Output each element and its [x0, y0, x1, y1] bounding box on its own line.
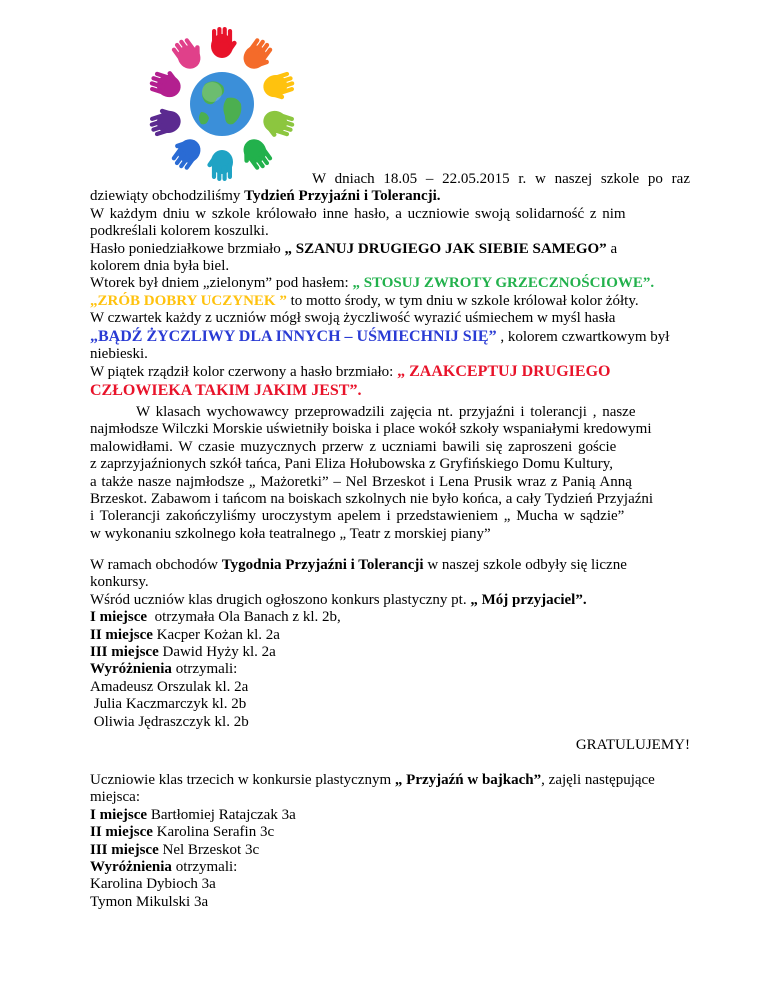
awards-label: Wyróżnienia otrzymali:: [90, 859, 238, 876]
friday-slogan-cont: CZŁOWIEKA TAKIM JAKIM JEST”.: [90, 381, 362, 399]
intro-line: dziewiąty obchodziliśmy Tydzień Przyjaźni i Tolerancji.: [90, 188, 441, 205]
intro-section: [90, 171, 690, 399]
monday-slogan: „ SZANUJ DRUGIEGO JAK SIEBIE SAMEGO”: [284, 240, 607, 257]
paragraph-line: i Tolerancji zakończyliśmy uroczystym apelem i przedstawieniem „ Mucha w sądzie”: [90, 508, 625, 525]
intro-line: kolorem dnia była biel.: [90, 258, 230, 275]
place-row: III miejsce Dawid Hyży kl. 2a: [90, 644, 276, 661]
contest-intro: konkursy.: [90, 574, 149, 591]
tuesday-slogan: „ STOSUJ ZWROTY GRZECZNOŚCIOWE”.: [352, 275, 655, 292]
hands-globe-logo: [135, 12, 310, 197]
globe-icon: [190, 72, 254, 136]
place-row: I miejsce otrzymała Ola Banach z kl. 2b,: [90, 609, 341, 626]
hand-icon: [260, 70, 298, 105]
intro-line: Hasło poniedziałkowe brzmiało „ SZANUJ DRUGIEGO JAK SIEBIE SAMEGO” a: [90, 240, 618, 257]
intro-line: Wtorek był dniem „zielonym” pod hasłem: „ STOSUJ ZWROTY GRZECZNOŚCIOWE”.: [90, 275, 655, 292]
place-row: I miejsce Bartłomiej Ratajczak 3a: [90, 806, 296, 823]
intro-line: niebieski.: [90, 346, 148, 363]
thursday-slogan: „BĄDŹ ŻYCZLIWY DLA INNYCH – UŚMIECHNIJ SIĘ”: [90, 327, 497, 345]
awards-label: Wyróżnienia otrzymali:: [90, 661, 238, 678]
place-row: II miejsce Kacper Kożan kl. 2a: [90, 626, 280, 643]
hand-icon: [146, 103, 184, 138]
contest-section: [90, 557, 690, 731]
hand-icon: [147, 65, 185, 100]
paragraph-line: W klasach wychowawcy przeprowadzili zajęcia nt. przyjaźni i tolerancji , nasze: [136, 404, 636, 420]
friday-slogan: „ ZAAKCEPTUJ DRUGIEGO: [397, 363, 611, 381]
wednesday-slogan: „ZRÓB DOBRY UCZYNEK ”: [90, 292, 287, 309]
intro-line: W dniach 18.05 – 22.05.2015 r. w naszej szkole po raz: [312, 171, 690, 187]
intro-line: W każdym dniu w szkole królowało inne hasło, a uczniowie swoją solidarność z nim: [90, 205, 626, 222]
award-item: Julia Kaczmarczyk kl. 2b: [90, 696, 247, 713]
contest-intro: W ramach obchodów Tygodnia Przyjaźni i Tolerancji w naszej szkole odbyły się liczne: [90, 557, 627, 573]
intro-line: „ZRÓB DOBRY UCZYNEK ” to motto środy, w tym dniu w szkole królował kolor żółty.: [90, 292, 639, 309]
hand-icon: [211, 27, 237, 58]
paragraph-line: najmłodsze Wilczki Morskie uświetniły boiska i place wokół szkoły wspaniałymi kredowymi: [90, 421, 652, 438]
activities-paragraph: [90, 404, 690, 543]
contest-title-grade3: Uczniowie klas trzecich w konkursie plastycznym „ Przyjaźń w bajkach”, zajęli następujące: [90, 772, 655, 788]
contest-intro: miejsca:: [90, 789, 140, 806]
award-item: Amadeusz Orszulak kl. 2a: [90, 678, 249, 695]
hand-icon: [169, 33, 209, 74]
place-row: II miejsce Karolina Serafin 3c: [90, 824, 275, 841]
hand-icon: [235, 135, 275, 176]
award-item: Tymon Mikulski 3a: [90, 893, 209, 910]
paragraph-line: a także nasze najmłodsze „ Mażoretki” – Nel Brzeskot i Lena Prusik wraz z Panią Anną: [90, 473, 632, 490]
intro-line: W czwartek każdy z uczniów mógł swoją życzliwość wyrazić uśmiechem w myśl hasła: [90, 310, 616, 327]
hand-icon: [259, 108, 297, 143]
paragraph-line: w wykonaniu szkolnego koła teatralnego „ Teatr z morskiej piany”: [90, 525, 491, 542]
place-row: III miejsce Nel Brzeskot 3c: [90, 841, 260, 858]
congrats-line: GRATULUJEMY!: [575, 737, 690, 753]
globe-highlight: [202, 82, 222, 102]
contest-title-grade2: Wśród uczniów klas drugich ogłoszono konkurs plastyczny pt. „ Mój przyjaciel”.: [90, 591, 587, 608]
contest-grade3: [90, 772, 690, 911]
intro-line: podkreślali kolorem koszulki.: [90, 223, 269, 240]
intro-line: W piątek rządził kolor czerwony a hasło brzmiało: „ ZAAKCEPTUJ DRUGIEGO: [90, 363, 611, 381]
award-item: Karolina Dybioch 3a: [90, 876, 216, 893]
paragraph-line: z zaprzyjaźnionych szkół tańca, Pani Eliza Hołubowska z Gryfińskiego Domu Kultury,: [90, 456, 614, 473]
paragraph-line: Brzeskot. Zabawom i tańcom na boiskach szkolnych nie było końca, a cały Tydzień Przyjaźni: [90, 491, 654, 508]
hand-icon: [239, 35, 279, 76]
award-item: Oliwia Jędraszczyk kl. 2b: [90, 713, 249, 730]
intro-line: „BĄDŹ ŻYCZLIWY DLA INNYCH – UŚMIECHNIJ SIĘ” , kolorem czwartkowym był: [90, 327, 670, 345]
event-name: Tydzień Przyjaźni i Tolerancji.: [244, 188, 441, 205]
hand-icon: [165, 132, 205, 173]
paragraph-line: malowidłami. W czasie muzycznych przerw z uczniami bawili się zaproszeni goście: [90, 438, 617, 455]
